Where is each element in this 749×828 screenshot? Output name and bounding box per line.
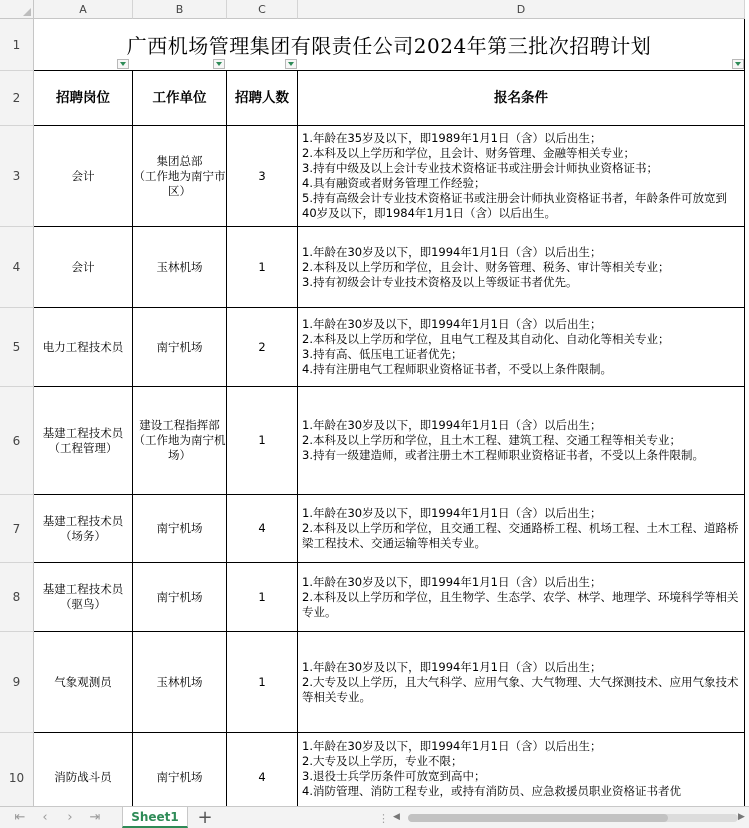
header-count[interactable]: 招聘人数 [227, 71, 298, 126]
cell-text: 基建工程技术员 （场务） [42, 513, 124, 543]
cell-position[interactable] [34, 632, 133, 733]
cell-text: 基建工程技术员 （驱鸟） [42, 582, 124, 611]
cell-count[interactable]: 4 [227, 495, 298, 563]
scroll-left-icon[interactable]: ◀ [393, 812, 400, 822]
cell-text: 1.年龄在30岁及以下，即1994年1月1日（含）以后出生； 2.本科及以上学历和学位，且生物学、生态学、农学、林学、地理学、环境科学等相关专业。 [302, 574, 739, 619]
cell-text: 会计 [71, 259, 95, 274]
prev-sheet-icon[interactable]: ‹ [42, 810, 48, 825]
column-header-b[interactable]: B [133, 0, 227, 19]
last-sheet-icon[interactable]: ⇥ [89, 810, 101, 825]
cell-text: 基建工程技术员 （工程管理） [42, 425, 124, 455]
row-header-10[interactable]: 10 [0, 733, 34, 806]
horizontal-scrollbar[interactable] [408, 814, 738, 822]
cell-count[interactable]: 3 [227, 126, 298, 227]
column-header-c[interactable]: C [227, 0, 298, 19]
cell-position[interactable] [34, 387, 133, 495]
sheet-tab-bar [0, 806, 749, 828]
scroll-right-icon[interactable]: ▶ [738, 812, 745, 822]
cell-conditions[interactable] [298, 227, 745, 308]
cell-text: 气象观测员 [54, 674, 112, 689]
next-sheet-icon[interactable]: › [67, 810, 73, 825]
cell-conditions[interactable] [298, 733, 745, 806]
filter-dropdown-icon[interactable] [117, 59, 129, 69]
cell-conditions[interactable] [298, 308, 745, 387]
row-header-5[interactable]: 5 [0, 308, 34, 387]
row-header-3[interactable]: 3 [0, 126, 34, 227]
header-conditions[interactable]: 报名条件 [298, 71, 745, 126]
column-header-d[interactable]: D [298, 0, 745, 19]
tab-splitter-handle[interactable]: ⋮ [378, 812, 389, 825]
cell-unit[interactable] [133, 227, 227, 308]
add-sheet-button[interactable]: + [197, 807, 213, 828]
cell-text: 消防战斗员 [54, 770, 112, 784]
cell-unit[interactable] [133, 632, 227, 733]
cell-text: 南宁机场 [156, 589, 203, 604]
header-position[interactable]: 招聘岗位 [34, 71, 133, 126]
row-header-1[interactable]: 1 [0, 19, 34, 71]
cell-text: 南宁机场 [156, 770, 203, 784]
cell-text: 南宁机场 [156, 339, 203, 354]
cell-text: 会计 [71, 168, 95, 183]
cell-position[interactable] [34, 126, 133, 227]
cell-text: 1.年龄在30岁及以下，即1994年1月1日（含）以后出生； 2.本科及以上学历和学位，且土木工程、建筑工程、交通工程等相关专业； 3.持有一级建造师，或者注册土木工程师职业资格证书者，不受以上条件限制。 [302, 418, 704, 462]
cell-text: 集团总部 （工作地为南宁市区） [133, 153, 226, 198]
select-all-corner[interactable] [0, 0, 34, 19]
row-header-4[interactable]: 4 [0, 227, 34, 308]
sheet-title-cell[interactable]: 广西机场管理集团有限责任公司2024年第三批次招聘计划 [34, 19, 745, 71]
cell-position[interactable] [34, 563, 133, 632]
cell-conditions[interactable] [298, 495, 745, 563]
cell-position[interactable] [34, 227, 133, 308]
cell-text: 建设工程指挥部 （工作地为南宁机场） [133, 418, 226, 462]
cell-text: 1.年龄在35岁及以下，即1989年1月1日（含）以后出生； 2.本科及以上学历和学位，且会计、财务管理、金融等相关专业； 3.持有中级及以上会计专业技术资格证书或注册会计师执业资格证书； 4.具有融资或者财务管理工作经验； 5.持有高级会计专业技术资格证书或注册会计师执业资格证书者，年龄条件可放宽到40岁及以下，即1984年1月1日（含）以后出生。 [302, 131, 727, 220]
header-unit[interactable]: 工作单位 [133, 71, 227, 126]
cell-count[interactable]: 1 [227, 632, 298, 733]
cell-text: 1.年龄在30岁及以下，即1994年1月1日（含）以后出生； 2.本科及以上学历和学位，且交通工程、交通路桥工程、机场工程、土木工程、道路桥梁工程技术、交通运输等相关专业。 [302, 506, 739, 550]
row-header-2[interactable]: 2 [0, 71, 34, 126]
cell-text: 南宁机场 [156, 521, 203, 535]
cell-conditions[interactable] [298, 387, 745, 495]
cell-position[interactable] [34, 495, 133, 563]
row-header-8[interactable]: 8 [0, 563, 34, 632]
cell-conditions[interactable] [298, 632, 745, 733]
filter-dropdown-icon[interactable] [213, 59, 225, 69]
cell-conditions[interactable] [298, 563, 745, 632]
row-header-6[interactable]: 6 [0, 387, 34, 495]
cell-count[interactable]: 1 [227, 563, 298, 632]
cell-text: 电力工程技术员 [42, 339, 124, 354]
cell-text: 1.年龄在30岁及以下，即1994年1月1日（含）以后出生； 2.本科及以上学历和学位，且电气工程及其自动化、自动化等相关专业； 3.持有高、低压电工证者优先； 4.持有注册电气工程师职业资格证书者，不受以上条件限制。 [302, 317, 670, 376]
row-header-7[interactable]: 7 [0, 495, 34, 563]
filter-dropdown-icon[interactable] [732, 59, 744, 69]
cell-text: 玉林机场 [156, 674, 203, 689]
cell-text: 1.年龄在30岁及以下，即1994年1月1日（含）以后出生； 2.大专及以上学历，且大气科学、应用气象、大气物理、大气探测技术、应用气象技术等相关专业。 [302, 659, 739, 704]
cell-unit[interactable] [133, 387, 227, 495]
filter-dropdown-icon[interactable] [285, 59, 297, 69]
cell-count[interactable]: 1 [227, 387, 298, 495]
sheet-tab-sheet1[interactable]: Sheet1 [122, 807, 188, 828]
cell-unit[interactable] [133, 126, 227, 227]
cell-position[interactable] [34, 733, 133, 806]
cell-count[interactable]: 1 [227, 227, 298, 308]
cell-count[interactable]: 2 [227, 308, 298, 387]
cell-text: 1.年龄在30岁及以下，即1994年1月1日（含）以后出生； 2.大专及以上学历，专业不限； 3.退役士兵学历条件可放宽到高中； 4.消防管理、消防工程专业，或持有消防员、应急救援员职业资格证书者优 [302, 739, 681, 798]
cell-conditions[interactable] [298, 126, 745, 227]
cell-count[interactable]: 4 [227, 733, 298, 806]
cell-unit[interactable] [133, 733, 227, 806]
cell-text: 1.年龄在30岁及以下，即1994年1月1日（含）以后出生； 2.本科及以上学历和学位，且会计、财务管理、税务、审计等相关专业； 3.持有初级会计专业技术资格及以上等级证书者优先。 [302, 244, 670, 289]
column-header-a[interactable]: A [34, 0, 133, 19]
cell-unit[interactable] [133, 308, 227, 387]
first-sheet-icon[interactable]: ⇤ [14, 810, 26, 825]
cell-unit[interactable] [133, 563, 227, 632]
scrollbar-thumb[interactable] [408, 814, 668, 822]
cell-unit[interactable] [133, 495, 227, 563]
cell-position[interactable] [34, 308, 133, 387]
cell-text: 玉林机场 [156, 259, 203, 274]
row-header-9[interactable]: 9 [0, 632, 34, 733]
